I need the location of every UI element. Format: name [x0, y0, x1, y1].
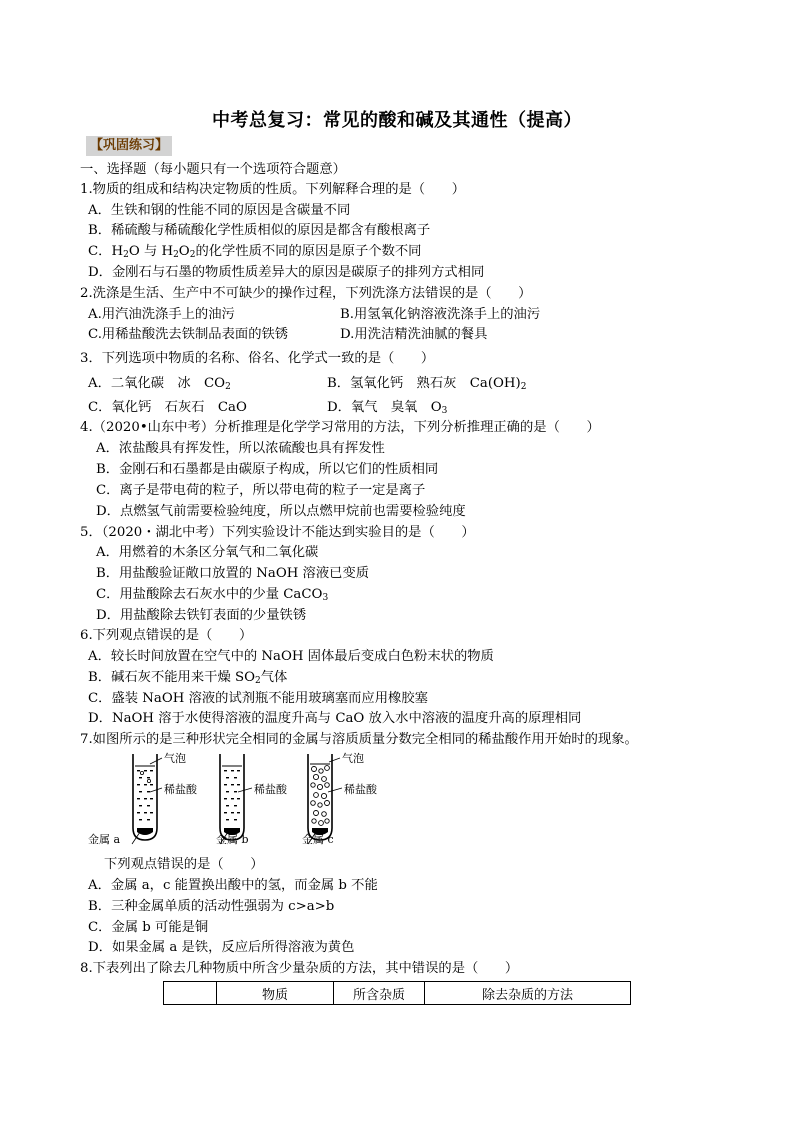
q4-option-b: B．金刚石和石墨都是由碳原子构成，所以它们的性质相同: [96, 462, 439, 477]
q7-option-c: C．金属 b 可能是铜: [88, 920, 209, 935]
test-tube-a: [132, 754, 162, 844]
q7-stem: 7.如图所示的是三种形状完全相同的金属与溶质质量分数完全相同的稀盐酸作用开始时的现象。: [80, 732, 638, 747]
q2-option-a: A.用汽油洗涤手上的油污: [88, 307, 235, 322]
q7-option-b: B．三种金属单质的活动性强弱为 c>a>b: [88, 899, 335, 914]
label-acid-c: 稀盐酸: [344, 783, 377, 796]
q2-option-b: B.用氢氧化钠溶液洗涤手上的油污: [340, 307, 541, 322]
q6-option-c: C．盛装 NaOH 溶液的试剂瓶不能用玻璃塞而应用橡胶塞: [88, 691, 428, 706]
table-header-cell: 物质: [217, 982, 334, 1005]
table-header-cell: [164, 982, 217, 1005]
q3-option-a: A．二氧化碳 冰 $CO_2$: [88, 376, 231, 392]
q1-stem: 1.物质的组成和结构决定物质的性质。下列解释合理的是（ ）: [80, 182, 465, 197]
q8-stem: 8.下表列出了除去几种物质中所含少量杂质的方法，其中错误的是（ ）: [80, 961, 519, 976]
label-metal-a: 金属 a: [88, 833, 121, 846]
q5-option-c: C．用盐酸除去石灰水中的少量 CaCO$_3$: [96, 587, 329, 603]
q6-option-a: A．较长时间放置在空气中的 NaOH 固体最后变成白色粉末状的物质: [88, 649, 494, 664]
q4-option-c: C．离子是带电荷的粒子，所以带电荷的粒子一定是离子: [96, 483, 426, 498]
q4-option-a: A．浓盐酸具有挥发性，所以浓硫酸也具有挥发性: [96, 441, 385, 456]
q4-stem: 4.（2020•山东中考）分析推理是化学学习常用的方法，下列分析推理正确的是（ ）: [80, 420, 600, 435]
q7-sub-stem: 下列观点错误的是（ ）: [104, 857, 264, 872]
q3-stem: 3．下列选项中物质的名称、俗名、化学式一致的是（ ）: [80, 351, 435, 366]
q4-option-d: D．点燃氢气前需要检验纯度，所以点燃甲烷前也需要检验纯度: [96, 504, 466, 519]
q6-stem: 6.下列观点错误的是（ ）: [80, 628, 253, 643]
label-metal-b: 金属 b: [216, 833, 249, 846]
q5-option-d: D．用盐酸除去铁钉表面的少量铁锈: [96, 608, 307, 623]
q3-option-c: C．氧化钙 石灰石 CaO: [88, 400, 247, 415]
test-tube-figure: [120, 752, 390, 852]
q5-option-b: B．用盐酸验证敞口放置的 NaOH 溶液已变质: [96, 566, 370, 581]
section-tag: 【巩固练习】: [86, 136, 172, 156]
q1-option-d: D．金刚石与石墨的物质性质差异大的原因是碳原子的排列方式相同: [88, 265, 485, 280]
q7-option-d: D．如果金属 a 是铁，反应后所得溶液为黄色: [88, 940, 355, 955]
q2-option-c: C.用稀盐酸洗去铁制品表面的铁锈: [88, 327, 289, 342]
impurity-table: [163, 981, 631, 1005]
part1-heading: 一、选择题（每小题只有一个选项符合题意）: [80, 162, 346, 177]
label-bubble-c: 气泡: [342, 752, 364, 765]
q1-option-a: A．生铁和钢的性能不同的原因是含碳量不同: [88, 203, 351, 218]
q5-stem: 5．（2020・湖北中考）下列实验设计不能达到实验目的是（ ）: [80, 525, 475, 540]
table-header-cell: 所含杂质: [334, 982, 425, 1005]
label-acid-a: 稀盐酸: [164, 783, 197, 796]
q1-option-c: C．$H_2O$ 与 $H_2O_2$的化学性质不同的原因是原子个数不同: [88, 244, 422, 260]
label-metal-c: 金属 c: [302, 833, 334, 846]
q2-stem: 2.洗涤是生活、生产中不可缺少的操作过程，下列洗涤方法错误的是（ ）: [80, 286, 532, 301]
table-header-cell: 除去杂质的方法: [425, 982, 631, 1005]
q3-option-d: D．氧气 臭氧 $O_3$: [327, 400, 448, 416]
q6-option-b: B．碱石灰不能用来干燥 $SO_2$气体: [88, 670, 288, 686]
q2-option-d: D.用洗洁精洗油腻的餐具: [340, 327, 488, 342]
page-title: 中考总复习：常见的酸和碱及其通性（提高）: [212, 110, 582, 131]
label-bubble-a: 气泡: [164, 752, 186, 765]
label-acid-b: 稀盐酸: [254, 783, 287, 796]
q3-option-b: B．氢氧化钙 熟石灰 $Ca(OH)_2$: [327, 376, 527, 392]
q5-option-a: A．用燃着的木条区分氧气和二氧化碳: [96, 545, 319, 560]
q7-option-a: A．金属 a，c 能置换出酸中的氢，而金属 b 不能: [88, 878, 378, 893]
q1-option-b: B．稀硫酸与稀硫酸化学性质相似的原因是都含有酸根离子: [88, 223, 431, 238]
q6-option-d: D．NaOH 溶于水使得溶液的温度升高与 CaO 放入水中溶液的温度升高的原理相同: [88, 711, 582, 726]
table-header-row: [164, 982, 631, 1005]
